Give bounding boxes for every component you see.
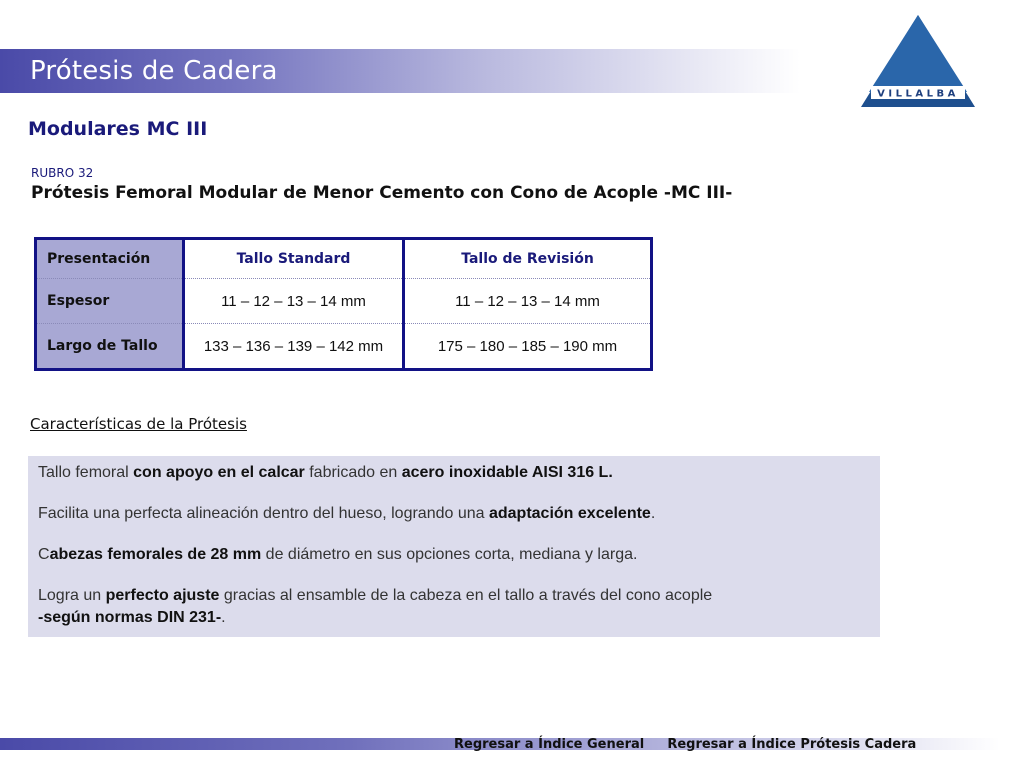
page-title: Prótesis de Cadera [30,56,278,86]
table-header-row [36,239,652,279]
table-row [36,279,652,324]
feature-bold: perfecto ajuste [105,587,220,604]
rubro-label: RUBRO 32 [31,166,94,180]
spec-table [34,237,653,371]
footer-links [454,733,934,752]
table-cell: 175 – 180 – 185 – 190 mm [437,337,618,355]
feature-text: fabricado en [304,464,402,481]
product-title: Prótesis Femoral Modular de Menor Cemento con Cono de Acople -MC III- [31,183,733,203]
table-header-standard: Tallo Standard [184,239,404,279]
link-indice-cadera[interactable]: Regresar a Índice Prótesis Cadera [667,737,917,752]
feature-item [38,544,870,566]
section-subtitle: Modulares MC III [28,118,208,140]
table-cell: 133 – 136 – 139 – 142 mm [184,324,404,370]
feature-bold: con apoyo en el calcar [133,464,305,481]
feature-text: de diámetro en sus opciones corta, mediana y larga. [261,546,638,563]
feature-text: gracias al ensamble de la cabeza en el tallo a través del cono acople [219,587,713,604]
table-row [36,324,652,370]
feature-bold: abezas femorales de 28 mm [49,546,262,563]
feature-bold: -según normas DIN 231- [38,609,222,626]
villalba-logo [857,12,981,112]
table-cell: 11 – 12 – 13 – 14 mm [404,279,652,324]
feature-bold: acero inoxidable AISI 316 L. [401,464,613,481]
features-heading: Características de la Prótesis [30,415,247,433]
feature-item [38,462,870,484]
feature-text: Facilita una perfecta alineación dentro del hueso, logrando una [38,505,489,522]
link-indice-general[interactable]: Regresar a Índice General [454,737,645,752]
feature-text: . [650,505,656,522]
row-label-largo: Largo de Tallo [36,324,184,370]
feature-bold: adaptación excelente [488,505,651,522]
table-header-presentacion: Presentación [36,239,184,279]
feature-text: Logra un [38,587,106,604]
feature-text: C [38,546,50,563]
table-cell: 11 – 12 – 13 – 14 mm [184,279,404,324]
row-label-espesor: Espesor [36,279,184,324]
feature-text: . [221,609,226,626]
features-box [28,456,880,637]
feature-item [38,503,870,525]
logo-text: VILLALBA [877,88,959,100]
table-header-revision: Tallo de Revisión [404,239,652,279]
feature-item [38,585,870,629]
feature-text: Tallo femoral [38,464,134,481]
